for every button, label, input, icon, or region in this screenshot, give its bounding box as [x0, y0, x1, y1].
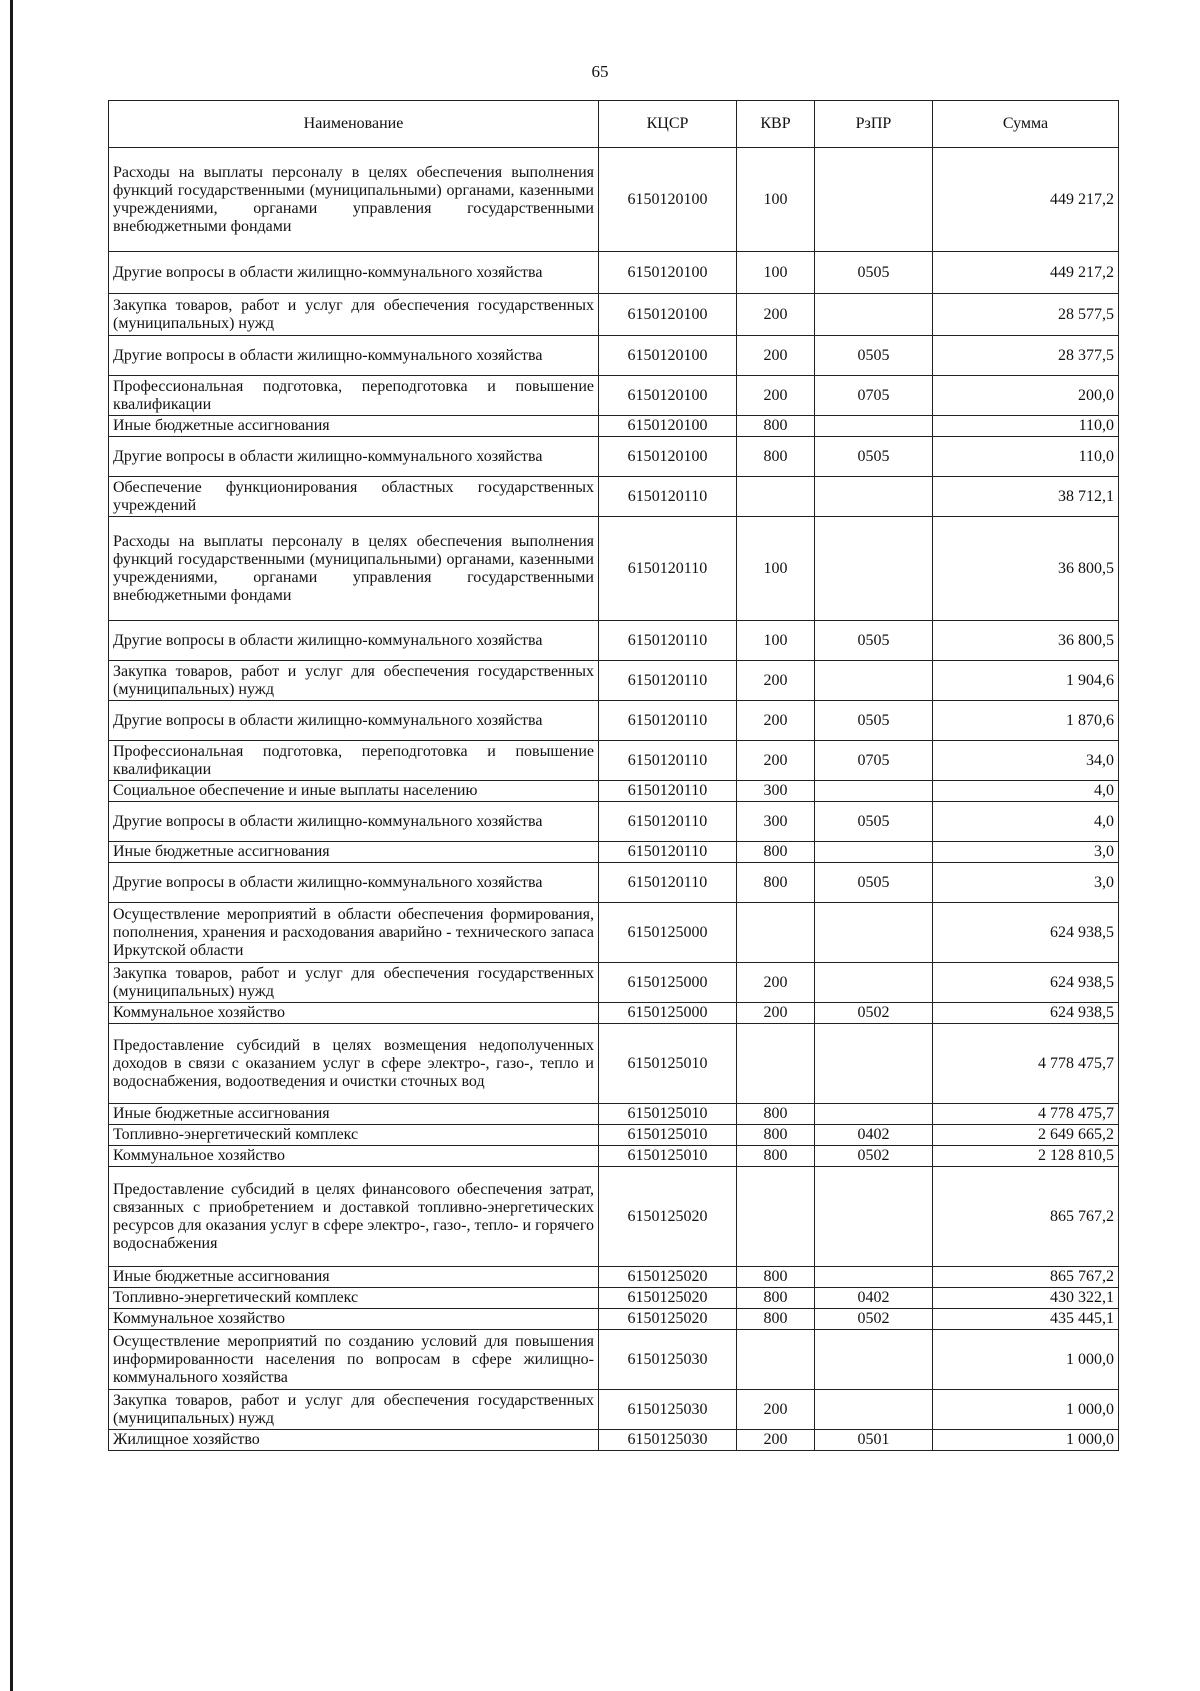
cell-rzpr: 0402: [815, 1125, 933, 1146]
cell-sum: 430 322,1: [933, 1288, 1119, 1309]
table-row: [109, 1390, 1119, 1430]
table-row: [109, 1430, 1119, 1451]
table-row: [109, 294, 1119, 336]
cell-kcsr: 6150125030: [599, 1330, 737, 1390]
cell-kvr: [737, 1330, 815, 1390]
cell-kcsr: 6150120100: [599, 416, 737, 437]
cell-kcsr: 6150120110: [599, 621, 737, 661]
cell-rzpr: [815, 1024, 933, 1104]
cell-name: Закупка товаров, работ и услуг для обеспечения государственных (муниципальных) нужд: [109, 1390, 599, 1430]
cell-name: Социальное обеспечение и иные выплаты населению: [109, 781, 599, 802]
table-row: [109, 1167, 1119, 1267]
cell-name: Другие вопросы в области жилищно-коммунального хозяйства: [109, 437, 599, 477]
table-row: [109, 661, 1119, 701]
cell-kvr: [737, 1024, 815, 1104]
table-row: [109, 701, 1119, 741]
cell-sum: 36 800,5: [933, 621, 1119, 661]
cell-name: Другие вопросы в области жилищно-коммунального хозяйства: [109, 252, 599, 294]
cell-kvr: 200: [737, 376, 815, 416]
cell-rzpr: [815, 1390, 933, 1430]
cell-kvr: 100: [737, 148, 815, 252]
cell-kvr: 100: [737, 517, 815, 621]
cell-sum: 624 938,5: [933, 903, 1119, 963]
cell-rzpr: [815, 903, 933, 963]
cell-sum: 34,0: [933, 741, 1119, 781]
header-kvr: КВР: [737, 101, 815, 148]
cell-sum: 200,0: [933, 376, 1119, 416]
cell-sum: 449 217,2: [933, 148, 1119, 252]
cell-kvr: 200: [737, 1390, 815, 1430]
cell-kvr: 300: [737, 781, 815, 802]
table-row: [109, 842, 1119, 863]
table-row: [109, 903, 1119, 963]
table-row: [109, 1125, 1119, 1146]
cell-name: Топливно-энергетический комплекс: [109, 1125, 599, 1146]
table-row: [109, 741, 1119, 781]
cell-kcsr: 6150125000: [599, 903, 737, 963]
cell-kvr: 800: [737, 1309, 815, 1330]
cell-sum: 449 217,2: [933, 252, 1119, 294]
cell-kcsr: 6150120100: [599, 252, 737, 294]
cell-kvr: 200: [737, 1430, 815, 1451]
cell-name: Предоставление субсидий в целях финансового обеспечения затрат, связанных с приобретением и доставкой топливно-энергетических ресурсов для оказания услуг в сфере электро-, газо-, тепло- и горячего водоснабжения: [109, 1167, 599, 1267]
cell-sum: 3,0: [933, 863, 1119, 903]
table-row: [109, 477, 1119, 517]
cell-sum: 2 649 665,2: [933, 1125, 1119, 1146]
cell-kcsr: 6150120100: [599, 148, 737, 252]
cell-name: Предоставление субсидий в целях возмещения недополученных доходов в связи с оказанием услуг в сфере электро-, газо-, тепло и водоснабжения, водоотведения и очистки сточных вод: [109, 1024, 599, 1104]
cell-sum: 4 778 475,7: [933, 1024, 1119, 1104]
cell-sum: 865 767,2: [933, 1267, 1119, 1288]
cell-kcsr: 6150120110: [599, 802, 737, 842]
cell-name: Коммунальное хозяйство: [109, 1146, 599, 1167]
cell-kvr: 200: [737, 741, 815, 781]
cell-rzpr: 0505: [815, 863, 933, 903]
cell-name: Профессиональная подготовка, переподготовка и повышение квалификации: [109, 741, 599, 781]
cell-name: Другие вопросы в области жилищно-коммунального хозяйства: [109, 701, 599, 741]
cell-name: Другие вопросы в области жилищно-коммунального хозяйства: [109, 802, 599, 842]
cell-kcsr: 6150125020: [599, 1167, 737, 1267]
cell-name: Другие вопросы в области жилищно-коммунального хозяйства: [109, 621, 599, 661]
cell-kvr: 800: [737, 842, 815, 863]
cell-kvr: 800: [737, 1288, 815, 1309]
cell-kvr: 300: [737, 802, 815, 842]
table-row: [109, 437, 1119, 477]
cell-rzpr: [815, 416, 933, 437]
cell-kvr: 800: [737, 863, 815, 903]
cell-kcsr: 6150125020: [599, 1309, 737, 1330]
cell-name: Закупка товаров, работ и услуг для обеспечения государственных (муниципальных) нужд: [109, 963, 599, 1003]
cell-name: Иные бюджетные ассигнования: [109, 842, 599, 863]
cell-kvr: 800: [737, 416, 815, 437]
cell-kcsr: 6150120110: [599, 661, 737, 701]
cell-rzpr: [815, 1267, 933, 1288]
cell-name: Коммунальное хозяйство: [109, 1309, 599, 1330]
cell-kvr: 200: [737, 336, 815, 376]
cell-kcsr: 6150125020: [599, 1267, 737, 1288]
cell-kcsr: 6150125010: [599, 1146, 737, 1167]
cell-sum: 1 904,6: [933, 661, 1119, 701]
cell-name: Закупка товаров, работ и услуг для обеспечения государственных (муниципальных) нужд: [109, 661, 599, 701]
cell-rzpr: 0505: [815, 701, 933, 741]
cell-name: Обеспечение функционирования областных государственных учреждений: [109, 477, 599, 517]
cell-name: Иные бюджетные ассигнования: [109, 1104, 599, 1125]
cell-name: Расходы на выплаты персоналу в целях обеспечения выполнения функций государственными (муниципальными) органами, казенными учреждениями, органами управления государственными внебюджетными фондами: [109, 148, 599, 252]
cell-sum: 624 938,5: [933, 963, 1119, 1003]
cell-rzpr: 0505: [815, 252, 933, 294]
cell-rzpr: [815, 517, 933, 621]
cell-rzpr: 0502: [815, 1146, 933, 1167]
cell-sum: 4,0: [933, 781, 1119, 802]
cell-rzpr: 0502: [815, 1309, 933, 1330]
cell-rzpr: [815, 1167, 933, 1267]
table-row: [109, 621, 1119, 661]
cell-sum: 110,0: [933, 437, 1119, 477]
cell-kcsr: 6150120110: [599, 863, 737, 903]
cell-sum: 865 767,2: [933, 1167, 1119, 1267]
cell-kvr: 800: [737, 1125, 815, 1146]
cell-name: Иные бюджетные ассигнования: [109, 416, 599, 437]
cell-rzpr: 0502: [815, 1003, 933, 1024]
cell-kcsr: 6150120110: [599, 517, 737, 621]
cell-sum: 1 870,6: [933, 701, 1119, 741]
table-row: [109, 1024, 1119, 1104]
cell-kvr: 100: [737, 252, 815, 294]
cell-kcsr: 6150125010: [599, 1125, 737, 1146]
cell-rzpr: 0705: [815, 741, 933, 781]
cell-kcsr: 6150120110: [599, 842, 737, 863]
table-body: [109, 148, 1119, 1451]
table-row: [109, 376, 1119, 416]
cell-sum: 1 000,0: [933, 1430, 1119, 1451]
cell-name: Коммунальное хозяйство: [109, 1003, 599, 1024]
cell-kcsr: 6150120110: [599, 477, 737, 517]
header-name: Наименование: [109, 101, 599, 148]
table-row: [109, 1309, 1119, 1330]
table-row: [109, 1288, 1119, 1309]
cell-kcsr: 6150125000: [599, 963, 737, 1003]
cell-kcsr: 6150120100: [599, 437, 737, 477]
table-header-row: [109, 101, 1119, 148]
cell-kvr: 100: [737, 621, 815, 661]
header-kcsr: КЦСР: [599, 101, 737, 148]
cell-name: Жилищное хозяйство: [109, 1430, 599, 1451]
table-row: [109, 781, 1119, 802]
cell-name: Топливно-энергетический комплекс: [109, 1288, 599, 1309]
cell-kcsr: 6150120100: [599, 376, 737, 416]
cell-rzpr: [815, 294, 933, 336]
cell-sum: 1 000,0: [933, 1390, 1119, 1430]
cell-sum: 28 577,5: [933, 294, 1119, 336]
table-row: [109, 416, 1119, 437]
cell-rzpr: 0501: [815, 1430, 933, 1451]
cell-rzpr: [815, 963, 933, 1003]
cell-kcsr: 6150125030: [599, 1390, 737, 1430]
cell-kvr: [737, 477, 815, 517]
cell-kvr: 800: [737, 1104, 815, 1125]
table-row: [109, 1146, 1119, 1167]
cell-kcsr: 6150125010: [599, 1104, 737, 1125]
cell-rzpr: [815, 842, 933, 863]
cell-rzpr: 0402: [815, 1288, 933, 1309]
cell-sum: 38 712,1: [933, 477, 1119, 517]
cell-sum: 28 377,5: [933, 336, 1119, 376]
cell-rzpr: [815, 661, 933, 701]
cell-kvr: 800: [737, 1146, 815, 1167]
cell-kvr: 200: [737, 661, 815, 701]
cell-rzpr: [815, 1104, 933, 1125]
cell-name: Расходы на выплаты персоналу в целях обеспечения выполнения функций государственными (муниципальными) органами, казенными учреждениями, органами управления государственными внебюджетными фондами: [109, 517, 599, 621]
table-row: [109, 1267, 1119, 1288]
cell-kvr: 200: [737, 701, 815, 741]
cell-rzpr: 0505: [815, 336, 933, 376]
cell-kcsr: 6150120110: [599, 741, 737, 781]
page-number: 65: [591, 62, 609, 81]
cell-sum: 4 778 475,7: [933, 1104, 1119, 1125]
cell-rzpr: [815, 781, 933, 802]
cell-rzpr: 0505: [815, 802, 933, 842]
cell-kcsr: 6150125000: [599, 1003, 737, 1024]
table-row: [109, 1104, 1119, 1125]
cell-kvr: 200: [737, 1003, 815, 1024]
cell-name: Осуществление мероприятий по созданию условий для повышения информированности населения по вопросам в сфере жилищно-коммунального хозяйства: [109, 1330, 599, 1390]
table-row: [109, 963, 1119, 1003]
table-row: [109, 252, 1119, 294]
cell-kcsr: 6150125020: [599, 1288, 737, 1309]
cell-rzpr: [815, 148, 933, 252]
cell-sum: 1 000,0: [933, 1330, 1119, 1390]
cell-sum: 624 938,5: [933, 1003, 1119, 1024]
table-row: [109, 336, 1119, 376]
table-row: [109, 1003, 1119, 1024]
cell-kcsr: 6150120110: [599, 701, 737, 741]
table-row: [109, 517, 1119, 621]
table-row: [109, 863, 1119, 903]
header-rzpr: РзПР: [815, 101, 933, 148]
table-row: [109, 148, 1119, 252]
cell-rzpr: [815, 1330, 933, 1390]
cell-kvr: 200: [737, 294, 815, 336]
cell-name: Другие вопросы в области жилищно-коммунального хозяйства: [109, 863, 599, 903]
cell-name: Профессиональная подготовка, переподготовка и повышение квалификации: [109, 376, 599, 416]
scan-margin-line: [10, 0, 13, 1691]
cell-rzpr: [815, 477, 933, 517]
cell-kcsr: 6150120100: [599, 294, 737, 336]
cell-kcsr: 6150120110: [599, 781, 737, 802]
cell-kcsr: 6150125030: [599, 1430, 737, 1451]
cell-name: Закупка товаров, работ и услуг для обеспечения государственных (муниципальных) нужд: [109, 294, 599, 336]
cell-kcsr: 6150125010: [599, 1024, 737, 1104]
cell-kvr: 800: [737, 437, 815, 477]
cell-rzpr: 0505: [815, 437, 933, 477]
cell-sum: 3,0: [933, 842, 1119, 863]
header-sum: Сумма: [933, 101, 1119, 148]
cell-rzpr: 0705: [815, 376, 933, 416]
cell-kcsr: 6150120100: [599, 336, 737, 376]
cell-sum: 110,0: [933, 416, 1119, 437]
cell-kvr: [737, 903, 815, 963]
cell-rzpr: 0505: [815, 621, 933, 661]
cell-kvr: 800: [737, 1267, 815, 1288]
cell-name: Другие вопросы в области жилищно-коммунального хозяйства: [109, 336, 599, 376]
cell-kvr: [737, 1167, 815, 1267]
budget-table: [108, 100, 1119, 1451]
cell-name: Осуществление мероприятий в области обеспечения формирования, пополнения, хранения и расходования аварийно - технического запаса Иркутской области: [109, 903, 599, 963]
cell-sum: 435 445,1: [933, 1309, 1119, 1330]
table-row: [109, 802, 1119, 842]
cell-kvr: 200: [737, 963, 815, 1003]
cell-sum: 36 800,5: [933, 517, 1119, 621]
cell-sum: 2 128 810,5: [933, 1146, 1119, 1167]
cell-sum: 4,0: [933, 802, 1119, 842]
table-row: [109, 1330, 1119, 1390]
cell-name: Иные бюджетные ассигнования: [109, 1267, 599, 1288]
